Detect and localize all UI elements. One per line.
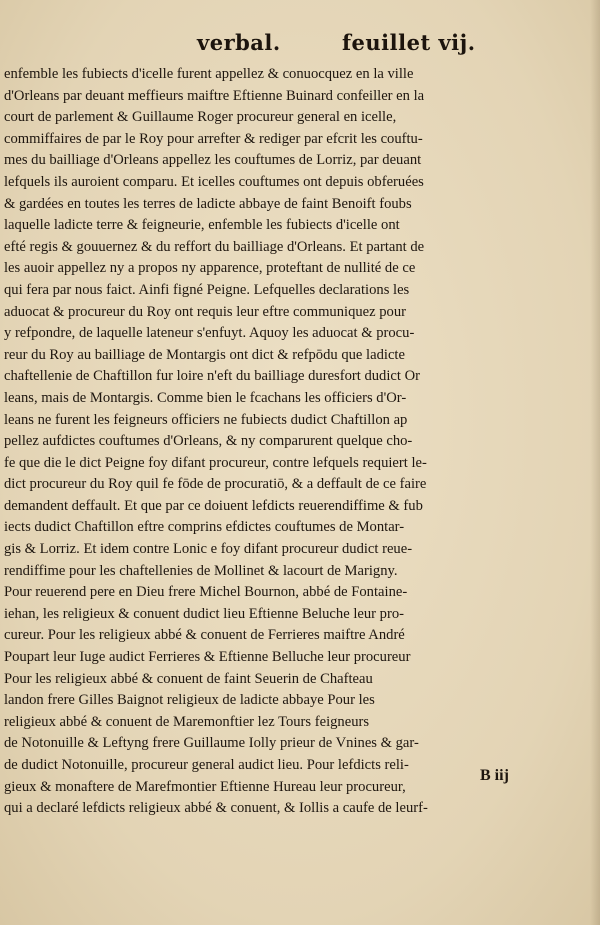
text-line: fe que die le dict Peigne foy difant procureur, contre lefquels requiert le- — [4, 454, 427, 471]
text-line: de Notonuille & Leftyng frere Guillaume Iolly prieur de Vnines & gar- — [4, 735, 419, 752]
text-line: de dudict Notonuille, procureur general audict lieu. Pour lefdicts reli- — [4, 757, 409, 773]
text-line: & gardées en toutes les terres de ladicte abbaye de faint Benoift foubs — [4, 195, 412, 212]
folio-number: feuillet vij. — [342, 30, 476, 55]
text-line: cureur. Pour les religieux abbé & conuent de Ferrieres maiftre André — [4, 627, 405, 644]
text-line: iehan, les religieux & conuent dudict lieu Eftienne Beluche leur pro- — [4, 605, 404, 622]
text-line: gieux & monaftere de Marefmontier Eftienne Hureau leur procureur, — [4, 778, 406, 795]
signature-mark: B iij — [480, 767, 509, 784]
text-line: Poupart leur Iuge audict Ferrieres & Eftienne Belluche leur procureur — [4, 649, 411, 666]
text-line: lefquels ils auroient comparu. Et icelles couftumes ont depuis obferuées — [4, 173, 424, 190]
text-line: pellez aufdictes couftumes d'Orleans, & ny comparurent quelque cho- — [4, 433, 413, 450]
text-line: leans, mais de Montargis. Comme bien le fcachans les officiers d'Or- — [4, 389, 407, 406]
text-line: les auoir appellez ny a propos ny apparence, proteftant de nullité de ce — [4, 260, 416, 277]
text-line: dict procureur du Roy quil fe fōde de procuratiō, & a deffault de ce faire — [4, 476, 427, 493]
page-header — [0, 30, 600, 62]
text-line: efté regis & gouuernez & du reffort du bailliage d'Orleans. Et partant de — [4, 238, 425, 255]
text-line: landon frere Gilles Baignot religieux de ladicte abbaye Pour les — [4, 692, 375, 709]
text-line: Pour reuerend pere en Dieu frere Michel Bournon, abbé de Fontaine- — [4, 584, 408, 601]
running-title: verbal. — [197, 30, 281, 55]
text-line: y refpondre, de laquelle lateneur s'enfuyt. Aquoy les aduocat & procu- — [4, 325, 415, 342]
text-line: rendiffime pour les chaftellenies de Mollinet & lacourt de Marigny. — [4, 562, 398, 579]
page-edge-shadow — [590, 0, 600, 925]
body-text — [4, 64, 516, 820]
text-line: enfemble les fubiects d'icelle furent appellez & conuocquez en la ville — [4, 66, 414, 82]
text-line: court de parlement & Guillaume Roger procureur general en icelle, — [4, 109, 397, 126]
text-line: reur du Roy au bailliage de Montargis ont dict & refpōdu que ladicte — [4, 346, 405, 363]
text-line: laquelle ladicte terre & feigneurie, enfemble les fubiects d'icelle ont — [4, 217, 400, 234]
text-line: religieux abbé & conuent de Maremonftier lez Tours feigneurs — [4, 713, 370, 730]
text-line: mes du bailliage d'Orleans appellez les couftumes de Lorriz, par deuant — [4, 152, 422, 169]
text-line: demandent deffault. Et que par ce doiuent lefdicts reuerendiffime & fub — [4, 497, 423, 514]
text-line: qui a declaré lefdicts religieux abbé & conuent, & Iollis a caufe de leurf- — [4, 800, 428, 817]
text-line: gis & Lorriz. Et idem contre Lonic e foy difant procureur dudict reue- — [4, 541, 413, 558]
text-line: aduocat & procureur du Roy ont requis leur eftre communiquez pour — [4, 303, 407, 320]
text-line: qui fera par nous faict. Ainfi figné Peigne. Lefquelles declarations les — [4, 281, 410, 298]
text-line: leans ne furent les feigneurs officiers ne fubiects dudict Chaftillon ap — [4, 411, 408, 428]
text-line: commiffaires de par le Roy pour arrefter & rediger par efcrit les couftu- — [4, 130, 423, 147]
text-line: Pour les religieux abbé & conuent de faint Seuerin de Chafteau — [4, 670, 373, 687]
text-line: d'Orleans par deuant meffieurs maiftre Eftienne Buinard confeiller en la — [4, 87, 425, 104]
text-line: chaftellenie de Chaftillon fur loire n'eft du bailliage duresfort dudict Or — [4, 368, 420, 385]
text-line: iects dudict Chaftillon eftre comprins efdictes couftumes de Montar- — [4, 519, 405, 536]
